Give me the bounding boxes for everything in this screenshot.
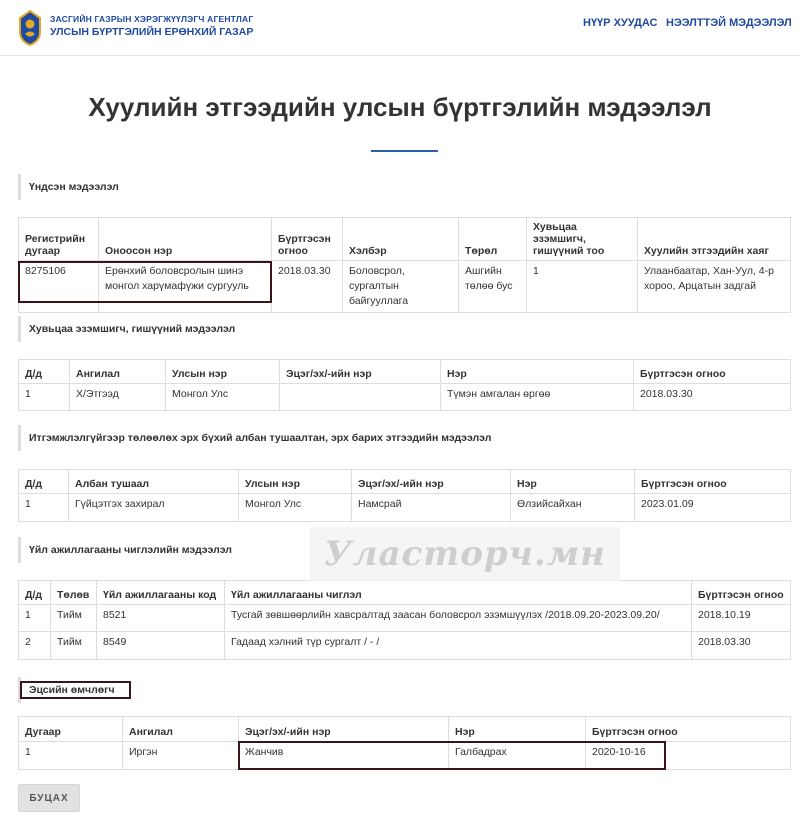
entity-name-cell: Ерөнхий боловсролын шинэ монгол харүмафүжи сургууль — [99, 261, 272, 313]
table-header-row — [19, 470, 791, 494]
address-cell: Улаанбаатар, Хан-Уул, 4-р хороо, Арцатын задгай — [638, 261, 791, 313]
table-cell: Галбадрах — [449, 741, 586, 769]
site-header — [0, 0, 800, 56]
table-row — [19, 632, 791, 660]
table-cell — [280, 383, 441, 410]
table-cell: Гадаад хэлний түр сургалт / - / — [225, 632, 692, 660]
table-cell: Өлзийсайхан — [511, 494, 635, 522]
title-underline — [371, 150, 438, 152]
table-cell: Гүйцэтгэх захирал — [69, 494, 239, 522]
table-cell: 1 — [19, 383, 70, 410]
table-cell: Х/Этгээд — [70, 383, 166, 410]
column-header: Бүртгэсэн огноо — [692, 581, 791, 605]
table-cell: 1 — [19, 604, 51, 632]
table-cell: Иргэн — [123, 741, 239, 769]
table-cell: Жанчив — [239, 741, 449, 769]
table-row — [19, 604, 791, 632]
table-cell: 8549 — [97, 632, 225, 660]
column-header: Нэр — [441, 360, 634, 384]
table-cell: Монгол Улс — [166, 383, 280, 410]
watermark — [310, 527, 620, 581]
table-row — [19, 261, 791, 313]
section-heading-activities: Үйл ажиллагааны чиглэлийн мэдээлэл — [18, 537, 791, 563]
emblem-logo-icon[interactable] — [18, 10, 42, 46]
section-heading-beneficial-owner: Эцсийн өмчлөгч — [18, 677, 791, 703]
form-cell: Боловсрол, сургалтын байгууллага — [343, 261, 459, 313]
column-header: Бүртгэсэн огноо — [272, 218, 343, 261]
representatives-table — [18, 469, 791, 522]
table-cell: 2018.03.30 — [692, 632, 791, 660]
registration-date-cell: 2018.03.30 — [272, 261, 343, 313]
table-row — [19, 494, 791, 522]
table-cell: Тийм — [51, 604, 97, 632]
column-header: Эцэг/эх/-ийн нэр — [352, 470, 511, 494]
column-header: Улсын нэр — [166, 360, 280, 384]
member-count-cell: 1 — [527, 261, 638, 313]
column-header: Хувьцаа эзэмшигч, гишүүний тоо — [527, 218, 638, 261]
table-header-row — [19, 581, 791, 605]
table-cell: 1 — [19, 494, 69, 522]
beneficial-owner-table — [18, 716, 791, 770]
table-cell: Тийм — [51, 632, 97, 660]
column-header: Бүртгэсэн огноо — [586, 717, 791, 742]
watermark-text: Уласторч.мн — [324, 534, 606, 574]
column-header: Регистрийн дугаар — [19, 218, 99, 261]
table-header-row — [19, 717, 791, 742]
table-cell: 2 — [19, 632, 51, 660]
column-header: Ангилал — [70, 360, 166, 384]
table-cell: 8521 — [97, 604, 225, 632]
column-header: Албан тушаал — [69, 470, 239, 494]
column-header: Д/д — [19, 360, 70, 384]
table-row — [19, 741, 791, 769]
basic-info-table — [18, 217, 791, 313]
nav-open-data-link[interactable]: НЭЭЛТТЭЙ МЭДЭЭЛЭЛ — [666, 17, 792, 29]
column-header: Ангилал — [123, 717, 239, 742]
column-header: Хэлбэр — [343, 218, 459, 261]
activities-table — [18, 580, 791, 660]
section-heading-basic: Үндсэн мэдээлэл — [18, 174, 791, 200]
column-header: Төлөв — [51, 581, 97, 605]
column-header: Оноосон нэр — [99, 218, 272, 261]
table-cell: Намсрай — [352, 494, 511, 522]
column-header: Бүртгэсэн огноо — [634, 360, 791, 384]
column-header: Бүртгэсэн огноо — [635, 470, 791, 494]
column-header: Нэр — [511, 470, 635, 494]
section-heading-representatives: Итгэмжлэлгүйгээр төлөөлөх эрх бүхий албан тушаалтан, эрх барих этгээдийн мэдээлэл — [18, 425, 791, 451]
table-header-row — [19, 218, 791, 261]
column-header: Дугаар — [19, 717, 123, 742]
page-title: Хуулийн этгээдийн улсын бүртгэлийн мэдээлэл — [88, 92, 712, 122]
table-cell: 1 — [19, 741, 123, 769]
column-header: Үйл ажиллагааны чиглэл — [225, 581, 692, 605]
column-header: Хуулийн этгээдийн хаяг — [638, 218, 791, 261]
column-header: Үйл ажиллагааны код — [97, 581, 225, 605]
table-cell: 2018.03.30 — [634, 383, 791, 410]
table-cell: Түмэн амгалан өргөө — [441, 383, 634, 410]
table-cell: Тусгай зөвшөөрлийн хавсралтад заасан боловсрол эзэмшүүлэх /2018.09.20-2023.09.20/ — [225, 604, 692, 632]
table-cell: 2020-10-16 — [586, 741, 791, 769]
table-row — [19, 383, 791, 410]
column-header: Нэр — [449, 717, 586, 742]
agency-name[interactable] — [50, 14, 253, 39]
registry-number-cell: 8275106 — [19, 261, 99, 313]
shareholders-table — [18, 359, 791, 411]
nav-home-link[interactable]: НҮҮР ХУУДАС — [583, 17, 658, 29]
column-header: Улсын нэр — [239, 470, 352, 494]
table-cell: 2023.01.09 — [635, 494, 791, 522]
type-cell: Ашгийн төлөө бус — [459, 261, 527, 313]
section-heading-shareholders: Хувьцаа эзэмшигч, гишүүний мэдээлэл — [18, 316, 791, 342]
column-header: Эцэг/эх/-ийн нэр — [239, 717, 449, 742]
back-button[interactable]: БУЦАХ — [18, 784, 80, 812]
agency-name-line2: УЛСЫН БҮРТГЭЛИЙН ЕРӨНХИЙ ГАЗАР — [50, 26, 254, 38]
agency-name-line1: ЗАСГИЙН ГАЗРЫН ХЭРЭГЖҮҮЛЭГЧ АГЕНТЛАГ — [50, 14, 254, 24]
table-header-row — [19, 360, 791, 384]
column-header: Д/д — [19, 470, 69, 494]
column-header: Эцэг/эх/-ийн нэр — [280, 360, 441, 384]
table-cell: Монгол Улс — [239, 494, 352, 522]
table-cell: 2018.10.19 — [692, 604, 791, 632]
column-header: Д/д — [19, 581, 51, 605]
column-header: Төрөл — [459, 218, 527, 261]
